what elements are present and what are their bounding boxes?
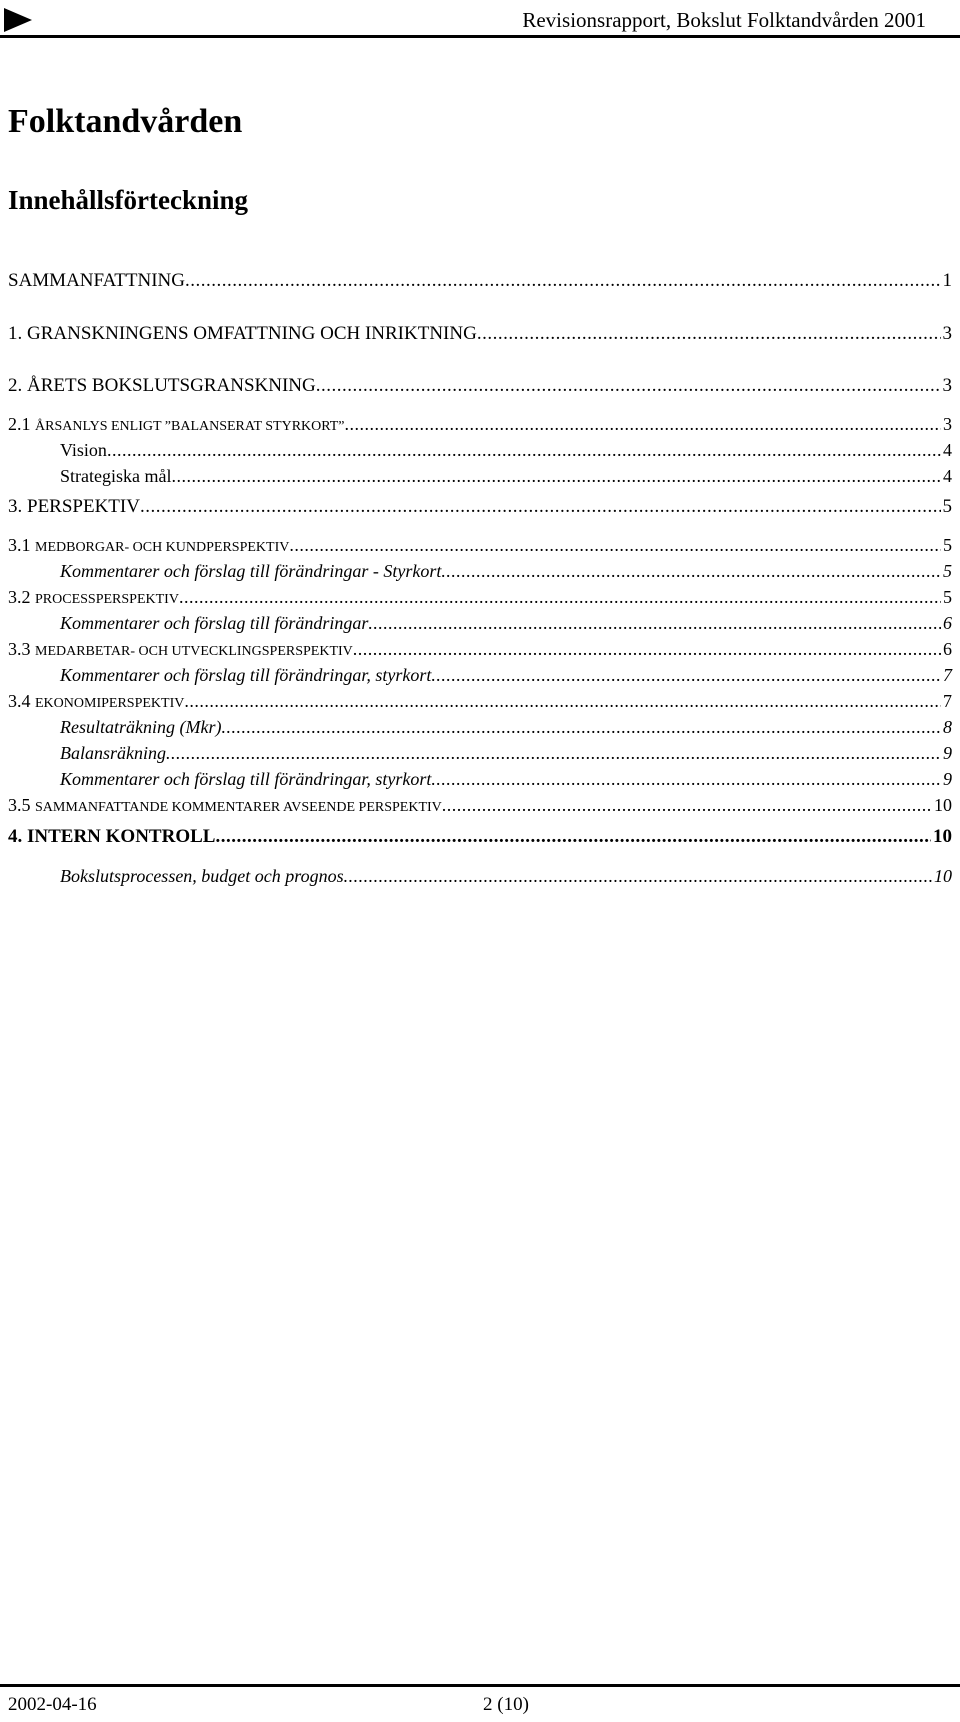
page-header	[0, 0, 960, 40]
toc-entry-sammanfattning[interactable]: SAMMANFATTNING ..... 1	[8, 270, 952, 292]
toc-entry-ekonomiperspektiv[interactable]: 3.4 EKONOMIPERSPEKTIV ..... 7	[8, 691, 952, 712]
toc-entry-vision[interactable]: Vision ..... 4	[60, 440, 952, 461]
toc-page-number: 4	[943, 440, 952, 460]
toc-page-number: 7	[943, 665, 952, 685]
toc-page-number: 5	[943, 587, 952, 607]
toc-entry-kommentarer-styrkort[interactable]: Kommentarer och förslag till förändringar - Styrkort ..... 5	[60, 561, 952, 582]
toc-entry-resultatrakning[interactable]: Resultaträkning (Mkr) ..... 8	[60, 717, 952, 738]
toc-page-number: 3	[943, 414, 952, 434]
toc-entry-balansrakning[interactable]: Balansräkning ..... 9	[60, 743, 952, 764]
toc-entry-medborgar-kundperspektiv[interactable]: 3.1 MEDBORGAR- OCH KUNDPERSPEKTIV ..... 5	[8, 535, 952, 556]
toc-heading: Innehållsförteckning	[8, 185, 249, 215]
footer-divider	[0, 1684, 960, 1687]
header-divider	[0, 35, 960, 38]
toc-entry-arsanlys[interactable]: 2.1 ÅRSANLYS ENLIGT ”BALANSERAT STYRKORT” ..... 3	[8, 414, 952, 435]
toc-page-number: 9	[943, 769, 952, 789]
toc-page-number: 3	[942, 375, 952, 396]
toc-page-number: 8	[943, 717, 952, 737]
footer-page-number: 2 (10)	[483, 1694, 529, 1715]
toc-entry-kommentarer-styrkort-2[interactable]: Kommentarer och förslag till förändringar, styrkort ..... 7	[60, 665, 952, 686]
triangle-arrow-icon	[4, 8, 32, 32]
toc-page-number: 5	[943, 535, 952, 555]
toc-page-number: 6	[943, 639, 952, 659]
toc-entry-kommentarer-forandringar[interactable]: Kommentarer och förslag till förändringar ..... 6	[60, 613, 952, 634]
toc-entry-perspektiv[interactable]: 3. PERSPEKTIV ..... 5	[8, 496, 952, 518]
toc-entry-arets-bokslutsgranskning[interactable]: 2. ÅRETS BOKSLUTSGRANSKNING ..... 3	[8, 375, 952, 397]
toc-page-number: 5	[943, 561, 952, 581]
toc-page-number: 9	[943, 743, 952, 763]
page-footer	[0, 1680, 960, 1722]
toc-page-number: 1	[942, 270, 952, 291]
header-title: Revisionsrapport, Bokslut Folktandvården 2001	[522, 8, 926, 32]
toc-page-number: 6	[943, 613, 952, 633]
footer-date: 2002-04-16	[8, 1694, 97, 1715]
toc-entry-kommentarer-styrkort-3[interactable]: Kommentarer och förslag till förändringar, styrkort ..... 9	[60, 769, 952, 790]
toc-page-number: 3	[942, 323, 952, 344]
toc-entry-strategiska-mal[interactable]: Strategiska mål ..... 4	[60, 466, 952, 487]
toc-entry-bokslutsprocessen[interactable]: Bokslutsprocessen, budget och prognos ..... 10	[60, 866, 952, 887]
toc-entry-intern-kontroll[interactable]: 4. INTERN KONTROLL ..... 10	[8, 826, 952, 848]
toc-page-number: 5	[942, 496, 952, 517]
toc-entry-medarbetar-utvecklingsperspektiv[interactable]: 3.3 MEDARBETAR- OCH UTVECKLINGSPERSPEKTIV ..... 6	[8, 639, 952, 660]
toc-page-number: 10	[934, 866, 952, 886]
toc-page-number: 7	[943, 691, 952, 711]
toc-page-number: 10	[933, 826, 952, 847]
toc-entry-sammanfattande-kommentarer[interactable]: 3.5 SAMMANFATTANDE KOMMENTARER AVSEENDE PERSPEKTIV ..... 10	[8, 795, 952, 816]
document-title: Folktandvården	[8, 103, 243, 140]
toc-page-number: 4	[943, 466, 952, 486]
toc-entry-processperspektiv[interactable]: 3.2 PROCESSPERSPEKTIV ..... 5	[8, 587, 952, 608]
toc-entry-granskningens-omfattning[interactable]: 1. GRANSKNINGENS OMFATTNING OCH INRIKTNING ..... 3	[8, 323, 952, 345]
toc-page-number: 10	[934, 795, 952, 815]
